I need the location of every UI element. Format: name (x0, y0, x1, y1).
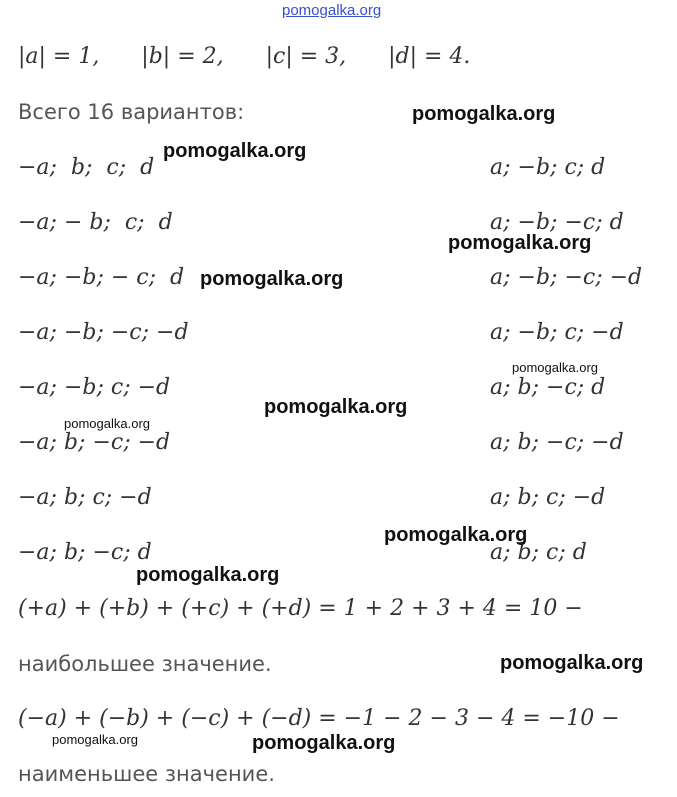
max-equation: (+a) + (+b) + (+c) + (+d) = 1 + 2 + 3 + 4 = 10 − (18, 596, 583, 621)
max-label: наибольшее значение. (18, 652, 272, 676)
watermark: pomogalka.org (200, 268, 344, 290)
variant-right-5: a; b; −c; d (490, 375, 606, 400)
variant-left-6: −a; b; −c; −d (18, 430, 171, 455)
variant-right-1: a; −b; c; d (490, 155, 606, 180)
variant-right-6: a; b; −c; −d (490, 430, 624, 455)
variant-left-8: −a; b; −c; d (18, 540, 152, 565)
watermark: pomogalka.org (163, 140, 307, 162)
variant-right-3: a; −b; −c; −d (490, 265, 643, 290)
watermark: pomogalka.org (384, 524, 528, 546)
variant-right-8: a; b; c; d (490, 540, 587, 565)
variant-right-2: a; −b; −c; d (490, 210, 624, 235)
variant-left-4: −a; −b; −c; −d (18, 320, 189, 345)
site-watermark-link[interactable]: pomogalka.org (282, 2, 382, 19)
abs-values-line: |a| = 1, |b| = 2, |c| = 3, |d| = 4. (18, 44, 471, 69)
watermark: pomogalka.org (264, 396, 408, 418)
variant-left-3: −a; −b; − c; d (18, 265, 185, 290)
watermark: pomogalka.org (136, 564, 280, 586)
watermark: pomogalka.org (52, 732, 138, 747)
variant-left-5: −a; −b; c; −d (18, 375, 171, 400)
variant-left-1: −a; b; c; d (18, 155, 155, 180)
watermark: pomogalka.org (448, 232, 592, 254)
variant-right-4: a; −b; c; −d (490, 320, 624, 345)
watermark: pomogalka.org (512, 360, 598, 375)
min-label: наименьшее значение. (18, 762, 275, 786)
variant-left-7: −a; b; c; −d (18, 485, 152, 510)
watermark: pomogalka.org (412, 103, 556, 125)
min-equation: (−a) + (−b) + (−c) + (−d) = −1 − 2 − 3 − 4 = −10 − (18, 706, 620, 731)
watermark: pomogalka.org (500, 652, 644, 674)
variant-right-7: a; b; c; −d (490, 485, 606, 510)
watermark: pomogalka.org (252, 732, 396, 754)
variant-left-2: −a; − b; c; d (18, 210, 173, 235)
variants-count-text: Всего 16 вариантов: (18, 100, 245, 124)
watermark: pomogalka.org (64, 416, 150, 431)
